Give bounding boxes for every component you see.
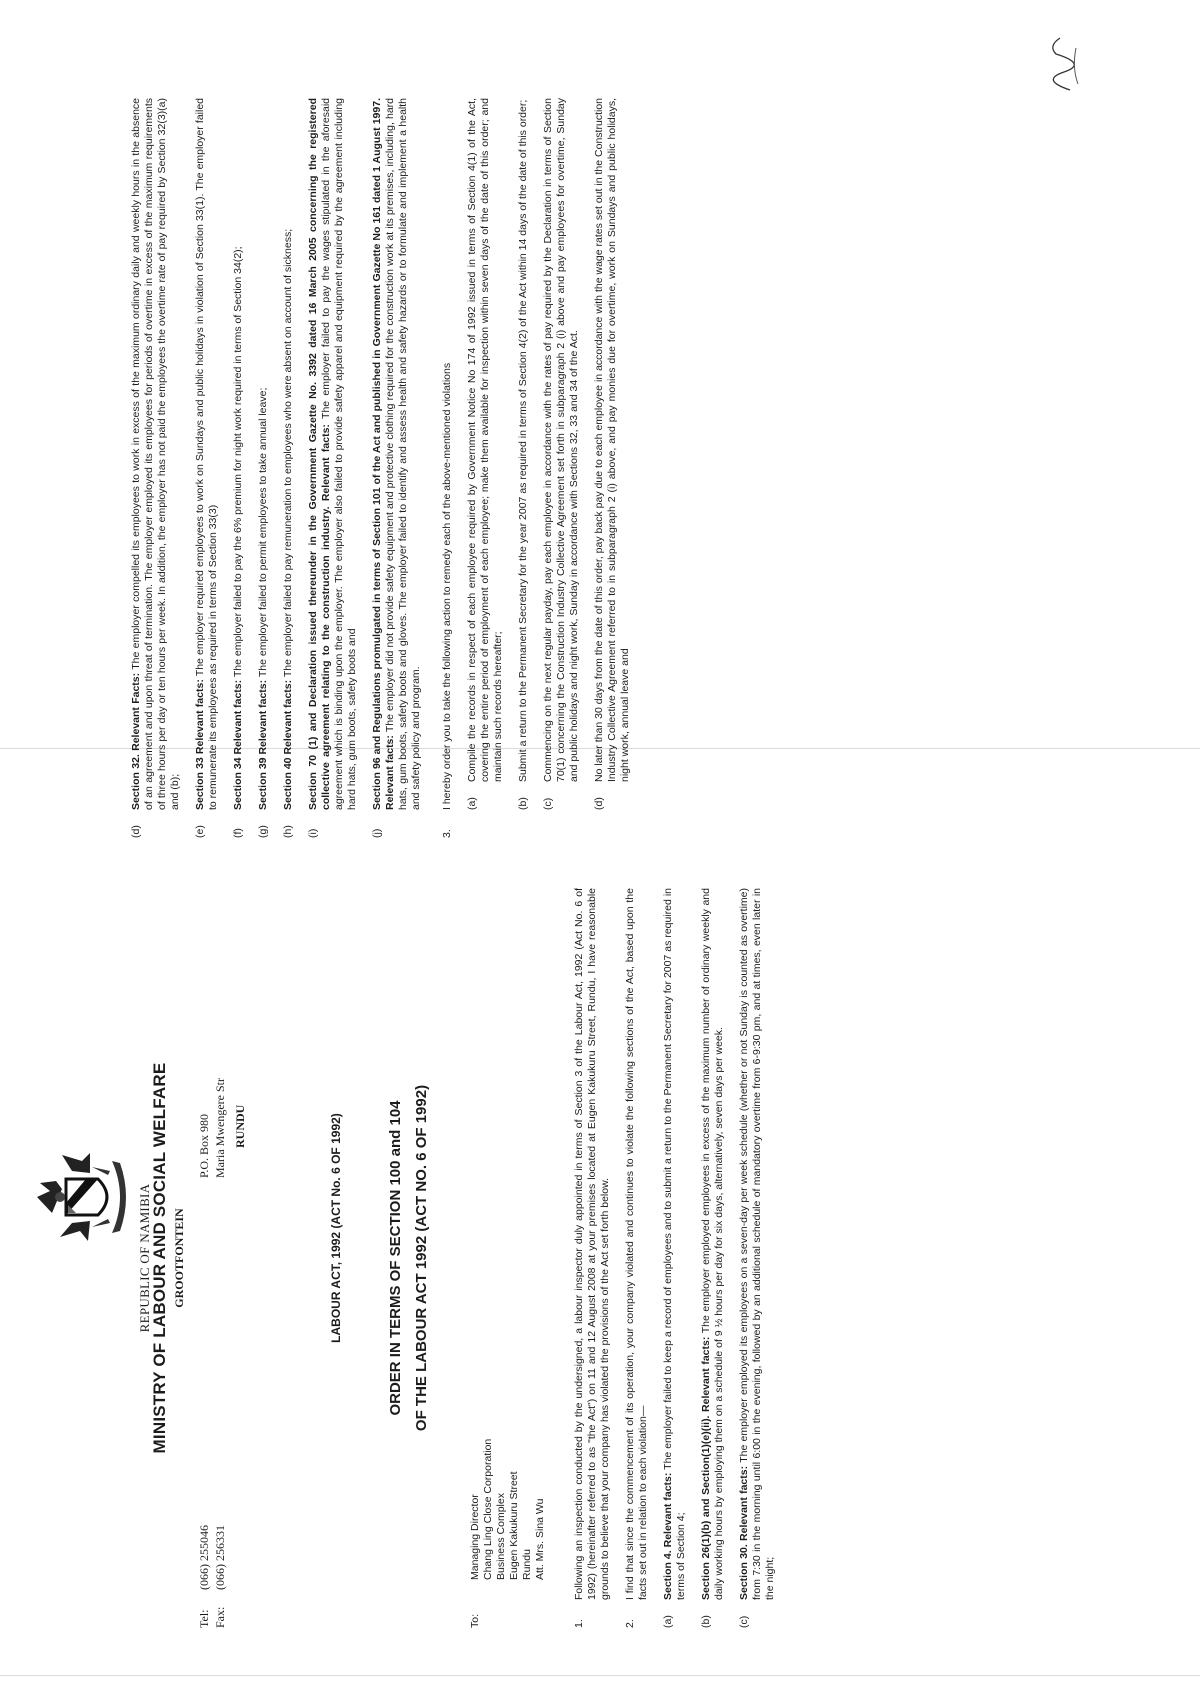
item-text: Submit a return to the Permanent Secretary for the year 2007 as required in terms of Section 4(2) of the Act within 14 days of the date of this order; <box>517 99 529 782</box>
paragraph-number: 1. <box>573 1619 585 1628</box>
address-line: Rundu <box>521 1549 533 1580</box>
address-line: Business Complex <box>495 1493 507 1580</box>
paragraph-1 <box>573 888 612 1628</box>
office-city: GROOTFONTEIN <box>172 1208 186 1308</box>
item-heading: Section 34 Relevant facts: <box>232 679 244 810</box>
violation-item <box>282 98 295 838</box>
address-line: Eugen Kakukuru Street <box>508 1471 520 1580</box>
remedy-item <box>593 98 632 838</box>
paragraph-3 <box>441 98 454 838</box>
item-text: The employer failed to pay remuneration to employees who were absent on account of sickness; <box>282 228 294 680</box>
item-heading: Section 96 and Regulations promulgated in terms of Section 101 of the Act and published in Government Gazette No 161 dated 1 August 1997. Relevant facts: <box>371 98 396 810</box>
page-left-column <box>130 888 789 1628</box>
item-heading: Section 32. Relevant Facts: <box>130 672 142 810</box>
item-heading: Section 30. Relevant facts: <box>738 1465 750 1600</box>
addressee-lines <box>469 888 547 1580</box>
order-title-line-1: ORDER IN TERMS OF SECTION 100 and 104 <box>387 1100 404 1416</box>
tel-number: (066) 255046 <box>197 1525 211 1590</box>
item-label: (i) <box>307 828 319 838</box>
violation-item <box>371 98 423 838</box>
item-heading: Section 33 Relevant facts: <box>194 679 206 810</box>
item-label: (b) <box>700 1615 712 1628</box>
item-text: The employer failed to pay the 6% premium for night work required in terms of Section 34(2); <box>232 246 244 680</box>
item-text: The employer employed its employees on a seven-day per week schedule (whether or not Sunday is counted as overtime) from 7:30 in the morning until 6:00 in the evening, followed by an additional schedule of mandatory overtime from 6-9:30 pm, and at times, even later in the night; <box>738 888 776 1600</box>
item-label: (a) <box>466 797 478 810</box>
item-text: The employer failed to pay the wages stipulated in the aforesaid agreement which is binding upon the employer. The employer also failed to provide safety apparel and equipment required by the agreement including hard hats, gum boots, safety boots and <box>320 97 358 810</box>
remedy-item <box>517 98 530 838</box>
paragraph-number: 2. <box>624 1619 636 1628</box>
item-text: The employer did not provide safety equipment and protective clothing required for the construction work at its premises, including, hard hats, gum boots, safety boots and gloves. The employer failed to identify and assess health and safety hazards or to formulate and implement a health and safety policy and program. <box>384 98 422 810</box>
item-text: Commencing on the next regular payday, pay each employee in accordance with the rates of pay required by the Declaration in terms of Section 70(1) concerning the Construction Industry Collective Agreement set forth in subparagraph 2 (i) above and pay employees for overtime, Sunday and public holidays and night work, Sunday in accordance with Sections 32, 33 and 34 of the Act. <box>542 98 580 782</box>
republic-heading: REPUBLIC OF NAMIBIA <box>137 1183 152 1333</box>
item-text: Compile the records in respect of each employee required by Government Notice No 174 of 1992 issued in terms of Section 4(1) of the Act, covering the entire period of employment of each employee; make them available for inspection within seven days of the date of this order; and maintain such records hereafter; <box>466 98 504 782</box>
item-label: (a) <box>662 1615 674 1628</box>
violation-item <box>232 98 245 838</box>
signature-mark <box>1030 28 1090 98</box>
item-heading: Section 39 Relevant facts: <box>257 679 269 810</box>
item-label: (c) <box>738 1615 750 1628</box>
item-label: (d) <box>593 797 605 810</box>
po-box: P.O. Box 980 <box>197 1113 211 1178</box>
addressee-block <box>469 888 547 1628</box>
item-heading: Section 70 (1) and Declaration issued thereunder in the Government Gazette No. 3392 dated 16 March 2005 concerning the registered collective agreement relating to the construction industry. Relevant facts: <box>307 98 332 810</box>
street-address: Maria Mwengere Str <box>213 1078 227 1178</box>
tel-label: Tel: <box>197 1609 211 1628</box>
item-label: (e) <box>194 825 206 838</box>
paragraph-number: 3. <box>441 829 453 838</box>
fax-label: Fax: <box>213 1606 227 1628</box>
fax-number: (066) 256331 <box>213 1525 227 1590</box>
remedy-item <box>466 98 505 838</box>
order-title-line-2: OF THE LABOUR ACT 1992 (ACT NO. 6 OF 1992) <box>413 1084 430 1432</box>
address-line: Managing Director <box>469 1494 481 1580</box>
item-text: The employer employed employees in excess of the maximum number of ordinary weekly and daily working hours by employing them on a schedule of 9 ½ hours per day for six days, alternatively, seven days per week. <box>700 888 725 1600</box>
postal-address <box>196 1078 228 1178</box>
violation-item <box>194 98 220 838</box>
act-title: LABOUR ACT, 1992 (ACT No. 6 OF 1992) <box>329 1113 343 1343</box>
item-heading: Section 40 Relevant facts: <box>282 679 294 810</box>
item-label: (c) <box>542 797 554 810</box>
violation-item <box>738 888 777 1628</box>
paragraph-text: I hereby order you to take the following action to remedy each of the above-mentioned violations <box>441 362 453 810</box>
item-text: The employer failed to keep a record of employees and to submit a return to the Permanent Secretary for 2007 as required in terms of Section 4; <box>662 888 687 1600</box>
address-line: Chang Ling Close Corporation <box>482 1438 494 1580</box>
order-title <box>383 888 435 1628</box>
violation-item <box>662 888 688 1628</box>
remedy-item <box>542 98 581 838</box>
item-text: No later than 30 days from the date of this order, pay back pay due to each employee in accordance with the wage rates set out in the Construction Industry Collective Agreement referred to in subparagraph 2 (i) above, and pay monies due for overtime, work on Sundays and public holidays, night work, annual leave and <box>593 98 631 782</box>
item-label: (d) <box>130 825 142 838</box>
page-right-column <box>130 98 644 838</box>
ministry-heading: MINISTRY OF LABOUR AND SOCIAL WELFARE <box>150 1062 169 1454</box>
item-label: (g) <box>257 825 269 838</box>
address-line: Att. Mrs. Sina Wu <box>534 1498 546 1580</box>
item-label: (f) <box>232 828 244 838</box>
violation-item <box>307 98 359 838</box>
item-heading: Section 26(1)(b) and Section(1)(e)(ii). Relevant facts: <box>700 1336 712 1600</box>
paragraph-2 <box>624 888 650 1628</box>
paragraph-text: I find that since the commencement of its operation, your company violated and continues to violate the following sections of the Act, based upon the facts set out in relation to each violation— <box>624 888 649 1600</box>
letterhead <box>130 888 330 1628</box>
item-label: (j) <box>371 828 383 838</box>
item-label: (h) <box>282 825 294 838</box>
coat-of-arms-icon <box>32 1151 130 1243</box>
item-text: The employer compelled its employees to work in excess of the maximum ordinary daily and weekly hours in the absence of an agreement and upon threat of termination. The employer employed its employees for periods of overtime in excess of the maximum requirements of three hours per day or ten hours per week. In addition, the employer has not paid the employees the overtime rate of pay required by Section 32(3)(a) and (b); <box>130 97 181 810</box>
item-label: (b) <box>517 797 529 810</box>
paragraph-text: Following an inspection conducted by the undersigned, a labour inspector duly appointed in terms of Section 3 of the Labour Act, 1992 (Act No. 6 of 1992) (hereinafter referred to as "the Act") on 11 and 12 August 2008 at your premises located at Eugen Kakukuru Street, Rundu, I have reasonable grounds to believe that your company has violated the provisions of the Act set forth below. <box>573 888 611 1600</box>
violation-item <box>700 888 726 1628</box>
to-label: To: <box>469 1613 481 1628</box>
item-text: The employer required employees to work on Sundays and public holidays in violation of Section 33(1). The employer failed to remunerate its employees as required in terms of Section 33(3) <box>194 97 219 810</box>
contact-numbers <box>196 1525 228 1628</box>
violation-item <box>257 98 270 838</box>
town-name: RUNDU <box>233 1104 247 1148</box>
item-text: The employer failed to permit employees to take annual leave; <box>257 387 269 680</box>
item-heading: Section 4. Relevant facts: <box>662 1472 674 1600</box>
violation-item <box>130 98 182 838</box>
